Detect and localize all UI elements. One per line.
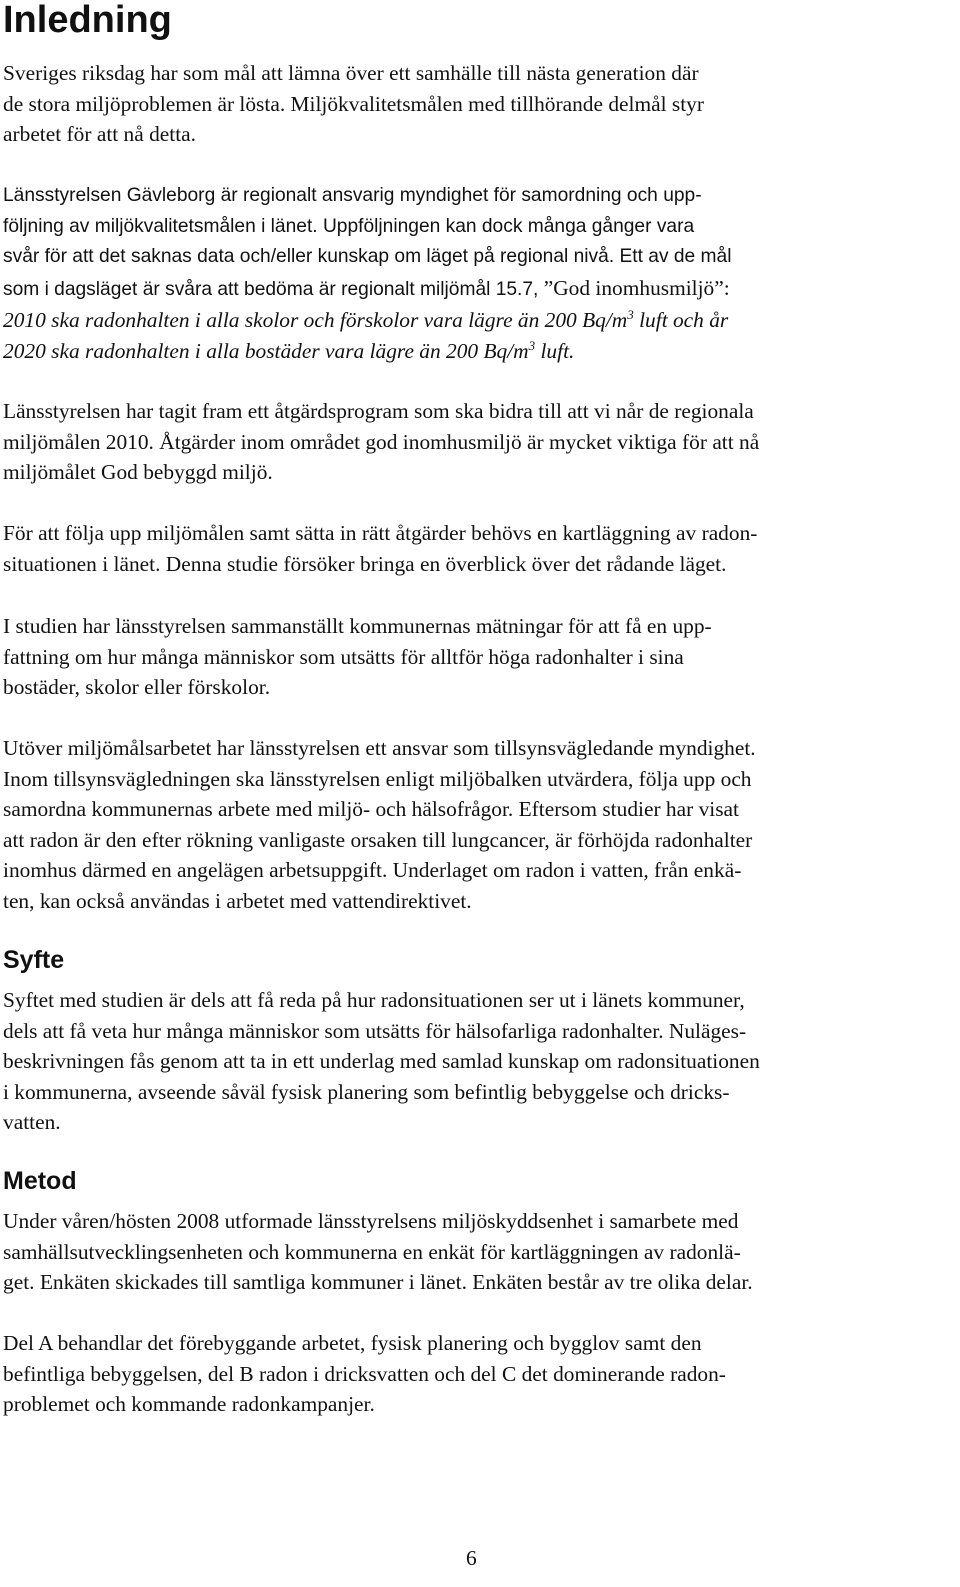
text-line: samhällsutvecklingsenheten och kommunerna en enkät för kartläggningen av radonlä- [3, 1239, 741, 1264]
text-line: att radon är den efter rökning vanligaste orsaken till lungcancer, är förhöjda radonhalter [3, 827, 753, 852]
paragraph-kartlaggning [3, 518, 948, 579]
text-line: problemet och kommande radonkampanjer. [3, 1392, 375, 1417]
text-line: situationen i länet. Denna studie försöker bringa en överblick över det rådande läget. [3, 551, 727, 576]
text-line: Del A behandlar det förebyggande arbetet, fysisk planering och bygglov samt den [3, 1331, 702, 1355]
text-line: miljömålen 2010. Åtgärder inom området god inomhusmiljö är mycket viktiga för att nå [3, 429, 760, 454]
text-line: Inom tillsynsvägledningen ska länsstyrelsen enligt miljöbalken utvärdera, följa upp och [3, 766, 752, 791]
text-line: I studien har länsstyrelsen sammanställt kommunernas mätningar för att få en upp- [3, 614, 712, 638]
paragraph-delar [3, 1328, 948, 1420]
paragraph-riksdag [3, 58, 948, 150]
text-line: dels att få veta hur många människor som utsätts för hälsofarliga radonhalter. Nuläges- [3, 1018, 747, 1043]
heading-metod: Metod [3, 1167, 77, 1195]
text-fragment: som i dagsläget är svåra att bedöma är regionalt miljömål 15.7, [3, 278, 544, 300]
text-line: vatten. [3, 1110, 61, 1135]
text-line [3, 273, 948, 306]
text-line: i kommunerna, avseende såväl fysisk planering som befintlig bebyggelse och dricks- [3, 1079, 730, 1104]
text-line: inomhus därmed en angelägen arbetsuppgift. Underlaget om radon i vatten, från enkä- [3, 858, 742, 883]
text-fragment: luft. [535, 338, 575, 363]
text-line: arbetet för att nå detta. [3, 122, 197, 147]
paragraph-syfte [3, 985, 948, 1138]
text-line: Under våren/hösten 2008 utformade länsstyrelsens miljöskyddsenhet i samarbete med [3, 1209, 739, 1233]
text-line: Länsstyrelsen Gävleborg är regionalt ansvarig myndighet för samordning och upp- [3, 185, 702, 206]
text-line: fattning om hur många människor som utsätts för alltför höga radonhalter i sina [3, 644, 684, 669]
text-line: de stora miljöproblemen är lösta. Miljökvalitetsmålen med tillhörande delmål styr [3, 91, 704, 116]
text-line: Sveriges riksdag har som mål att lämna över ett samhälle till nästa generation där [3, 61, 699, 85]
superscript: 3 [528, 337, 536, 353]
paragraph-atgardsprogram [3, 396, 948, 488]
miljomal-definition-line [3, 336, 948, 367]
text-line: miljömålet God bebyggd miljö. [3, 460, 273, 485]
paragraph-tillsynsvagledning [3, 733, 948, 917]
text-line: samordna kommunernas arbete med miljö- och hälsofrågor. Eftersom studier har visat [3, 797, 739, 822]
paragraph-metod [3, 1206, 948, 1298]
superscript: 3 [627, 307, 634, 323]
text-line: svår för att det saknas data och/eller kunskap om läget på regional nivå. Ett av de mål [3, 246, 732, 268]
text-line: följning av miljökvalitetsmålen i länet. Uppföljningen kan dock många gånger vara [3, 215, 695, 237]
heading-inledning: Inledning [3, 0, 172, 41]
text-line: För att följa upp miljömålen samt sätta in rätt åtgärder behövs en kartläggning av radon- [3, 521, 758, 545]
text-line: befintliga bebyggelsen, del B radon i dricksvatten och del C det dominerande radon- [3, 1361, 726, 1386]
text-line: Utöver miljömålsarbetet har länsstyrelsen ett ansvar som tillsynsvägledande myndighet. [3, 736, 756, 760]
paragraph-studien [3, 611, 948, 703]
page-number: 6 [466, 1546, 477, 1570]
miljomal-name: ”God inomhusmiljö”: [543, 275, 730, 300]
text-line: get. Enkäten skickades till samtliga kommuner i länet. Enkäten består av tre olika delar. [3, 1270, 753, 1295]
text-line: ten, kan också användas i arbetet med vattendirektivet. [3, 888, 472, 913]
heading-syfte: Syfte [3, 946, 65, 974]
text-line: Länsstyrelsen har tagit fram ett åtgärdsprogram som ska bidra till att vi når de regionala [3, 399, 754, 423]
text-fragment: luft och år [633, 308, 729, 333]
text-fragment: 2020 ska radonhalten i alla bostäder vara lägre än 200 Bq/m [3, 338, 529, 363]
miljomal-definition-line [3, 305, 948, 336]
text-line: Syftet med studien är dels att få reda på hur radonsituationen ser ut i länets kommuner, [3, 988, 745, 1012]
text-fragment: 2010 ska radonhalten i alla skolor och förskolor vara lägre än 200 Bq/m [3, 308, 628, 333]
text-line: beskrivningen fås genom att ta in ett underlag med samlad kunskap om radonsituationen [3, 1049, 760, 1074]
paragraph-lansstyrelsen-ansvar [3, 181, 948, 367]
text-line: bostäder, skolor eller förskolor. [3, 675, 271, 700]
